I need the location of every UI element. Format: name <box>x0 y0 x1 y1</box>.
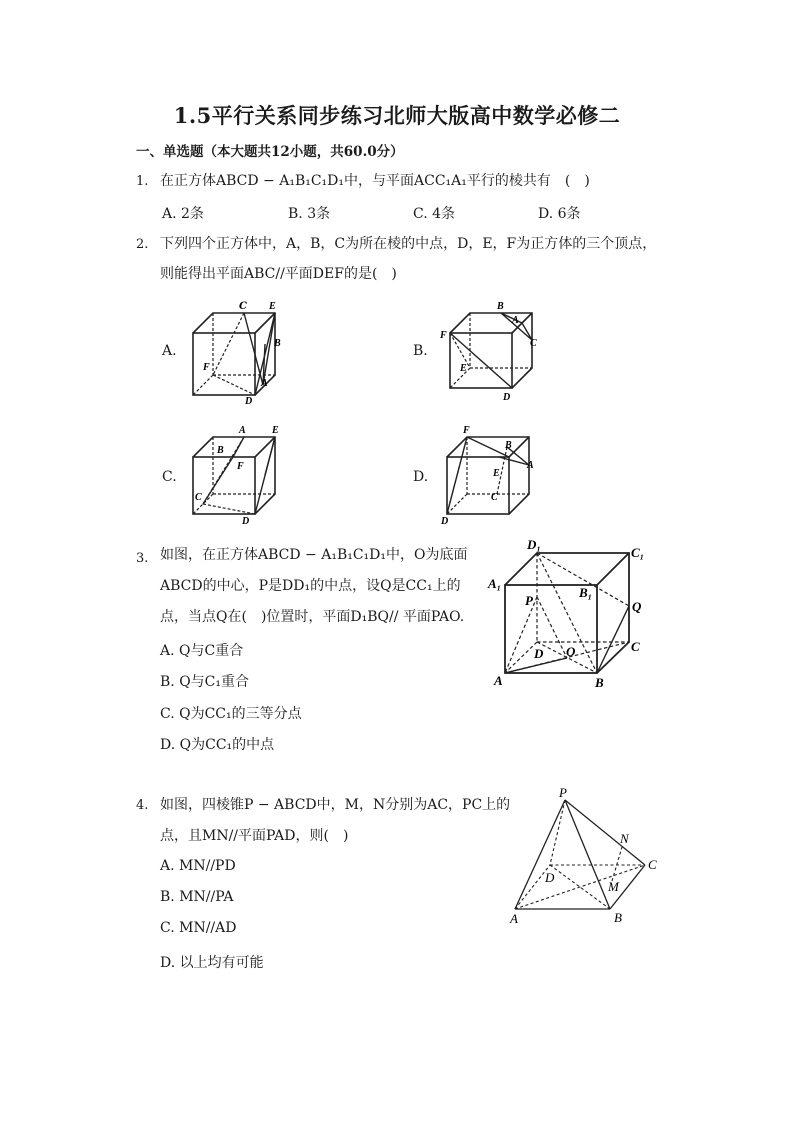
q4-fig-label-b: B <box>614 910 622 925</box>
fig-a-label-e: E <box>269 301 276 312</box>
q3-fig-label-a: A <box>494 673 503 688</box>
q2-figure-d <box>435 422 550 532</box>
q4-fig-label-n: N <box>620 831 629 846</box>
q4-fig-label-c: C <box>648 857 657 872</box>
fig-d-label-f: F <box>463 425 470 436</box>
q3-line1: 如图，在正方体ABCD − A₁B₁C₁D₁中，O为底面 <box>160 547 468 563</box>
fig-a-label-b: B <box>274 338 281 349</box>
q2-stem-line1: 下列四个正方体中，A，B，C为所在棱的中点，D，E，F为正方体的三个顶点， <box>160 236 657 252</box>
q3-option-b: B. Q与C₁重合 <box>160 674 249 690</box>
fig-c-label-b: B <box>217 445 224 456</box>
q3-option-d: D. Q为CC₁的中点 <box>160 737 275 753</box>
q4-option-a: A. MN//PD <box>160 858 236 874</box>
q1-option-c: C. 4条 <box>413 206 456 222</box>
q1-option-d: D. 6条 <box>538 206 581 222</box>
q1-stem: 在正方体ABCD − A₁B₁C₁D₁中，与平面ACC₁A₁平行的棱共有 ( ) <box>160 173 590 189</box>
q2-figure-a <box>185 298 295 408</box>
fig-d-label-d: D <box>441 516 449 527</box>
q3-option-a: A. Q与C重合 <box>160 643 244 659</box>
q1-option-b: B. 3条 <box>288 206 331 222</box>
q4-option-d: D. 以上均有可能 <box>160 955 264 971</box>
q2-number: 2. <box>136 237 149 252</box>
q3-fig-label-c1: C₁ <box>631 545 645 560</box>
page-title: 1.5平行关系同步练习北师大版高中数学必修二 <box>173 103 621 128</box>
q4-option-b: B. MN//PA <box>160 889 234 905</box>
q4-option-c: C. MN//AD <box>160 920 237 936</box>
fig-d-label-e: E <box>493 468 500 479</box>
q4-fig-label-p: P <box>559 785 567 800</box>
q3-line3: 点，当点Q在( )位置时，平面D₁BQ// 平面PAO. <box>160 609 465 625</box>
fig-c-label-d: D <box>242 516 250 527</box>
q4-line2: 点，且MN//平面PAD，则( ) <box>160 828 349 844</box>
q3-fig-label-q: Q <box>632 599 642 614</box>
fig-b-label-e: E <box>460 363 467 374</box>
fig-a-label-d: D <box>245 396 253 407</box>
q3-fig-label-o: O <box>566 644 576 659</box>
q3-fig-label-b: B <box>595 675 604 690</box>
fig-c-label-a: A <box>239 425 246 436</box>
fig-d-label-a: A <box>527 460 534 471</box>
fig-b-label-a: A <box>512 315 519 326</box>
q2-label-c: C. <box>162 469 177 485</box>
q4-figure <box>500 785 670 930</box>
q3-line2: ABCD的中心，P是DD₁的中点，设Q是CC₁上的 <box>160 578 461 594</box>
fig-a-label-a: A <box>261 378 268 389</box>
q2-figure-b <box>435 298 550 408</box>
fig-b-label-b: B <box>497 301 504 312</box>
q3-figure <box>485 535 655 690</box>
q3-fig-label-d1: D₁ <box>527 537 541 552</box>
q3-number: 3. <box>136 551 149 566</box>
q2-label-b: B. <box>413 343 428 359</box>
q4-fig-label-a: A <box>510 911 518 926</box>
q2-figure-c <box>185 422 295 532</box>
q1-number: 1. <box>136 174 149 189</box>
fig-c-label-c: C <box>195 492 202 503</box>
fig-d-label-b: B <box>505 440 512 451</box>
q4-fig-label-m: M <box>608 879 619 894</box>
q2-label-d: D. <box>413 469 429 485</box>
q4-fig-label-d: D <box>545 870 555 885</box>
fig-d-label-c: C <box>491 492 498 503</box>
fig-b-label-c: C <box>530 338 537 349</box>
q4-number: 4. <box>136 798 149 813</box>
q2-label-a: A. <box>162 343 177 359</box>
fig-b-label-f: F <box>440 330 447 341</box>
q3-fig-label-p: P <box>525 593 533 608</box>
fig-c-label-f: F <box>237 461 244 472</box>
q1-option-a: A. 2条 <box>162 206 204 222</box>
q3-fig-label-d: D <box>534 646 544 661</box>
q4-line1: 如图，四棱锥P − ABCD中，M，N分别为AC，PC上的 <box>160 797 511 813</box>
q3-fig-label-b1: B₁ <box>579 585 593 600</box>
q3-option-c: C. Q为CC₁的三等分点 <box>160 706 302 722</box>
fig-a-label-c: C <box>239 301 247 312</box>
q3-fig-label-c: C <box>631 639 640 654</box>
q3-fig-label-a1: A₁ <box>488 576 502 591</box>
q2-stem-line2: 则能得出平面ABC//平面DEF的是( ) <box>160 266 397 282</box>
section-heading: 一、单选题（本大题共12小题，共60.0分） <box>136 144 404 160</box>
fig-a-label-f: F <box>203 362 210 373</box>
fig-c-label-e: E <box>272 425 279 436</box>
fig-b-label-d: D <box>503 392 511 403</box>
